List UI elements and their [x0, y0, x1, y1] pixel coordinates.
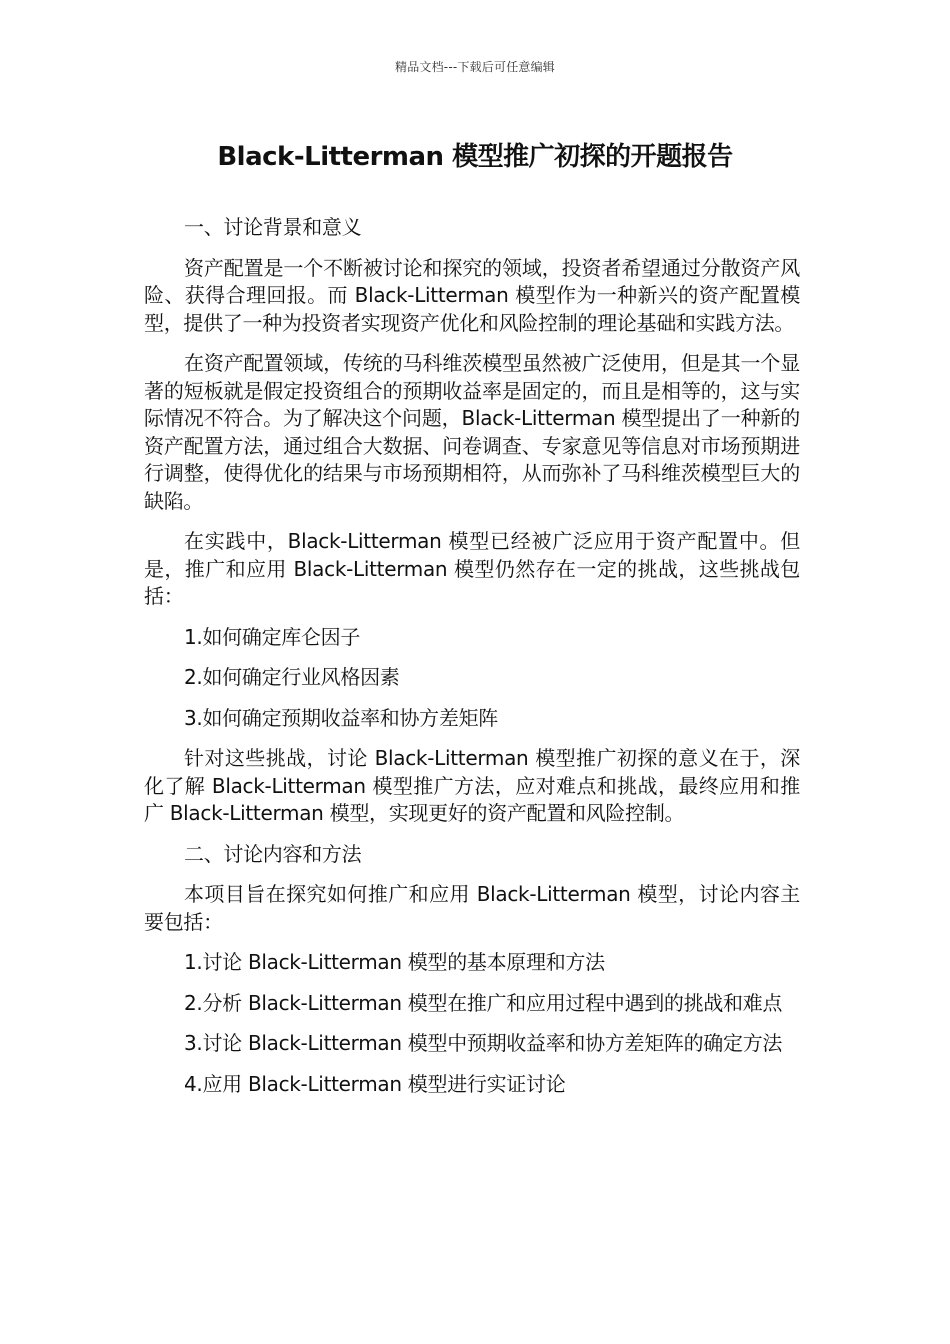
document-body: [144, 214, 800, 1111]
list-item-content-2: 2.分析 Black-Litterman 模型在推广和应用过程中遇到的挑战和难点: [184, 990, 783, 1015]
section-heading-content: 二、讨论内容和方法: [184, 841, 362, 866]
list-item-content-1: 1.讨论 Black-Litterman 模型的基本原理和方法: [184, 950, 605, 974]
paragraph-significance: 针对这些挑战，讨论 Black-Litterman 模型推广初探的意义在于，深化了解 Black-Litterman 模型推广方法，应对难点和挑战，最终应用和推广 Black-Litterman 模型，实现更好的资产配置和风险控制。: [144, 746, 800, 825]
header-note: 精品文档---下载后可任意编辑: [395, 60, 555, 74]
paragraph-asset-allocation: 资产配置是一个不断被讨论和探究的领域，投资者希望通过分散资产风险、获得合理回报。而 Black-Litterman 模型作为一种新兴的资产配置模型，提供了一种为投资者实现资产优化和风险控制的理论基础和实践方法。: [144, 255, 800, 335]
list-item-challenge-1: 1.如何确定库仑因子: [184, 624, 361, 649]
list-item-challenge-3: 3.如何确定预期收益率和协方差矩阵: [184, 705, 498, 730]
section-heading-background: 一、讨论背景和意义: [184, 215, 362, 239]
document-title: Black-Litterman 模型推广初探的开题报告: [217, 142, 733, 172]
paragraph-markowitz: 在资产配置领域，传统的马科维茨模型虽然被广泛使用，但是其一个显著的短板就是假定投资组合的预期收益率是固定的，而且是相等的，这与实际情况不符合。为了解决这个问题，Black-Litterman 模型提出了一种新的资产配置方法，通过组合大数据、问卷调查、专家意见等信息对市场预期进行调整，使得优化的结果与市场预期相符，从而弥补了马科维茨模型巨大的缺陷。: [144, 351, 800, 513]
list-item-content-4: 4.应用 Black-Litterman 模型进行实证讨论: [184, 1071, 566, 1096]
list-item-challenge-2: 2.如何确定行业风格因素: [184, 665, 400, 689]
paragraph-challenges: 在实践中，Black-Litterman 模型已经被广泛应用于资产配置中。但是，推广和应用 Black-Litterman 模型仍然存在一定的挑战，这些挑战包括：: [144, 529, 800, 608]
paragraph-project-aim: 本项目旨在探究如何推广和应用 Black-Litterman 模型，讨论内容主要包括：: [144, 882, 800, 934]
list-item-content-3: 3.讨论 Black-Litterman 模型中预期收益率和协方差矩阵的确定方法: [184, 1031, 783, 1055]
